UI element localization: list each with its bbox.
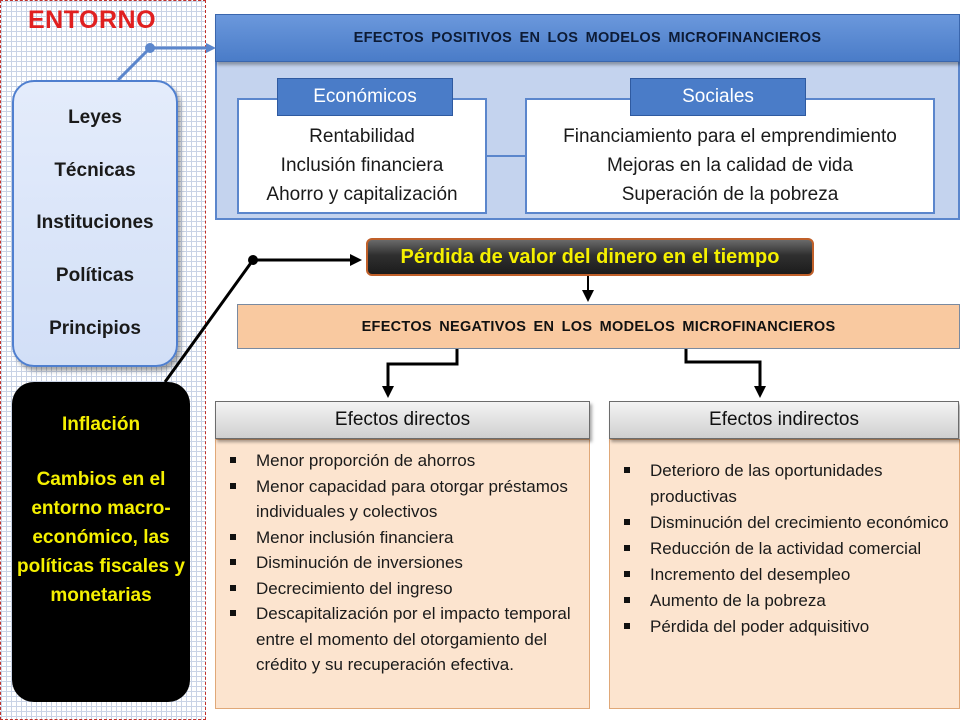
economic-item: Inclusión financiera — [280, 155, 444, 176]
economic-item: Rentabilidad — [309, 126, 415, 147]
list-item: Deterioro de las oportunidades productivas — [622, 458, 951, 510]
list-item: Decrecimiento del ingreso — [228, 576, 581, 602]
connector-dot — [248, 255, 258, 265]
list-item: Disminución de inversiones — [228, 550, 581, 576]
indirect-effects-tab: Efectos indirectos — [609, 401, 959, 439]
inflation-box — [12, 382, 190, 702]
economic-item: Ahorro y capitalización — [266, 184, 458, 205]
factor-tecnicas: Técnicas — [54, 159, 136, 181]
factor-leyes: Leyes — [68, 107, 122, 129]
list-item: Menor capacidad para otorgar préstamos individuales y colectivos — [228, 474, 581, 525]
economic-tab: Económicos — [277, 78, 453, 116]
inflation-text: Cambios en el entorno macro-económico, las políticas fiscales y monetarias — [17, 469, 185, 606]
list-item: Menor proporción de ahorros — [228, 448, 581, 474]
social-item: Mejoras en la calidad de vida — [606, 155, 854, 176]
inflation-title: Inflación — [61, 414, 141, 435]
entorno-title: ENTORNO — [28, 6, 157, 34]
negative-effects-header: EFECTOS NEGATIVOS EN LOS MODELOS MICROFINANCIEROS — [237, 304, 960, 349]
indirect-effects-list — [609, 439, 960, 709]
positive-effects-header: EFECTOS POSITIVOS EN LOS MODELOS MICROFINANCIEROS — [215, 14, 960, 62]
social-tab: Sociales — [630, 78, 806, 116]
factors-box — [12, 80, 178, 367]
factor-instituciones: Instituciones — [36, 212, 154, 234]
social-item: Financiamiento para el emprendimiento — [563, 126, 897, 147]
social-item: Superación de la pobreza — [621, 184, 839, 205]
list-item: Descapitalización por el impacto temporal entre el momento del otorgamiento del crédito y su recuperación efectiva. — [228, 601, 581, 678]
list-item: Reducción de la actividad comercial — [622, 536, 951, 562]
list-item: Pérdida del poder adquisitivo — [622, 614, 951, 640]
list-item: Disminución del crecimiento económico — [622, 510, 951, 536]
value-loss-box: Pérdida de valor del dinero en el tiempo — [366, 238, 814, 276]
direct-effects-tab: Efectos directos — [215, 401, 590, 439]
factor-principios: Principios — [49, 317, 141, 339]
direct-effects-list — [215, 439, 590, 709]
list-item: Menor inclusión financiera — [228, 525, 581, 551]
negative-to-direct-arrow — [388, 349, 457, 394]
list-item: Incremento del desempleo — [622, 562, 951, 588]
negative-to-indirect-arrow — [686, 349, 760, 394]
list-item: Aumento de la pobreza — [622, 588, 951, 614]
factor-politicas: Políticas — [55, 265, 135, 287]
